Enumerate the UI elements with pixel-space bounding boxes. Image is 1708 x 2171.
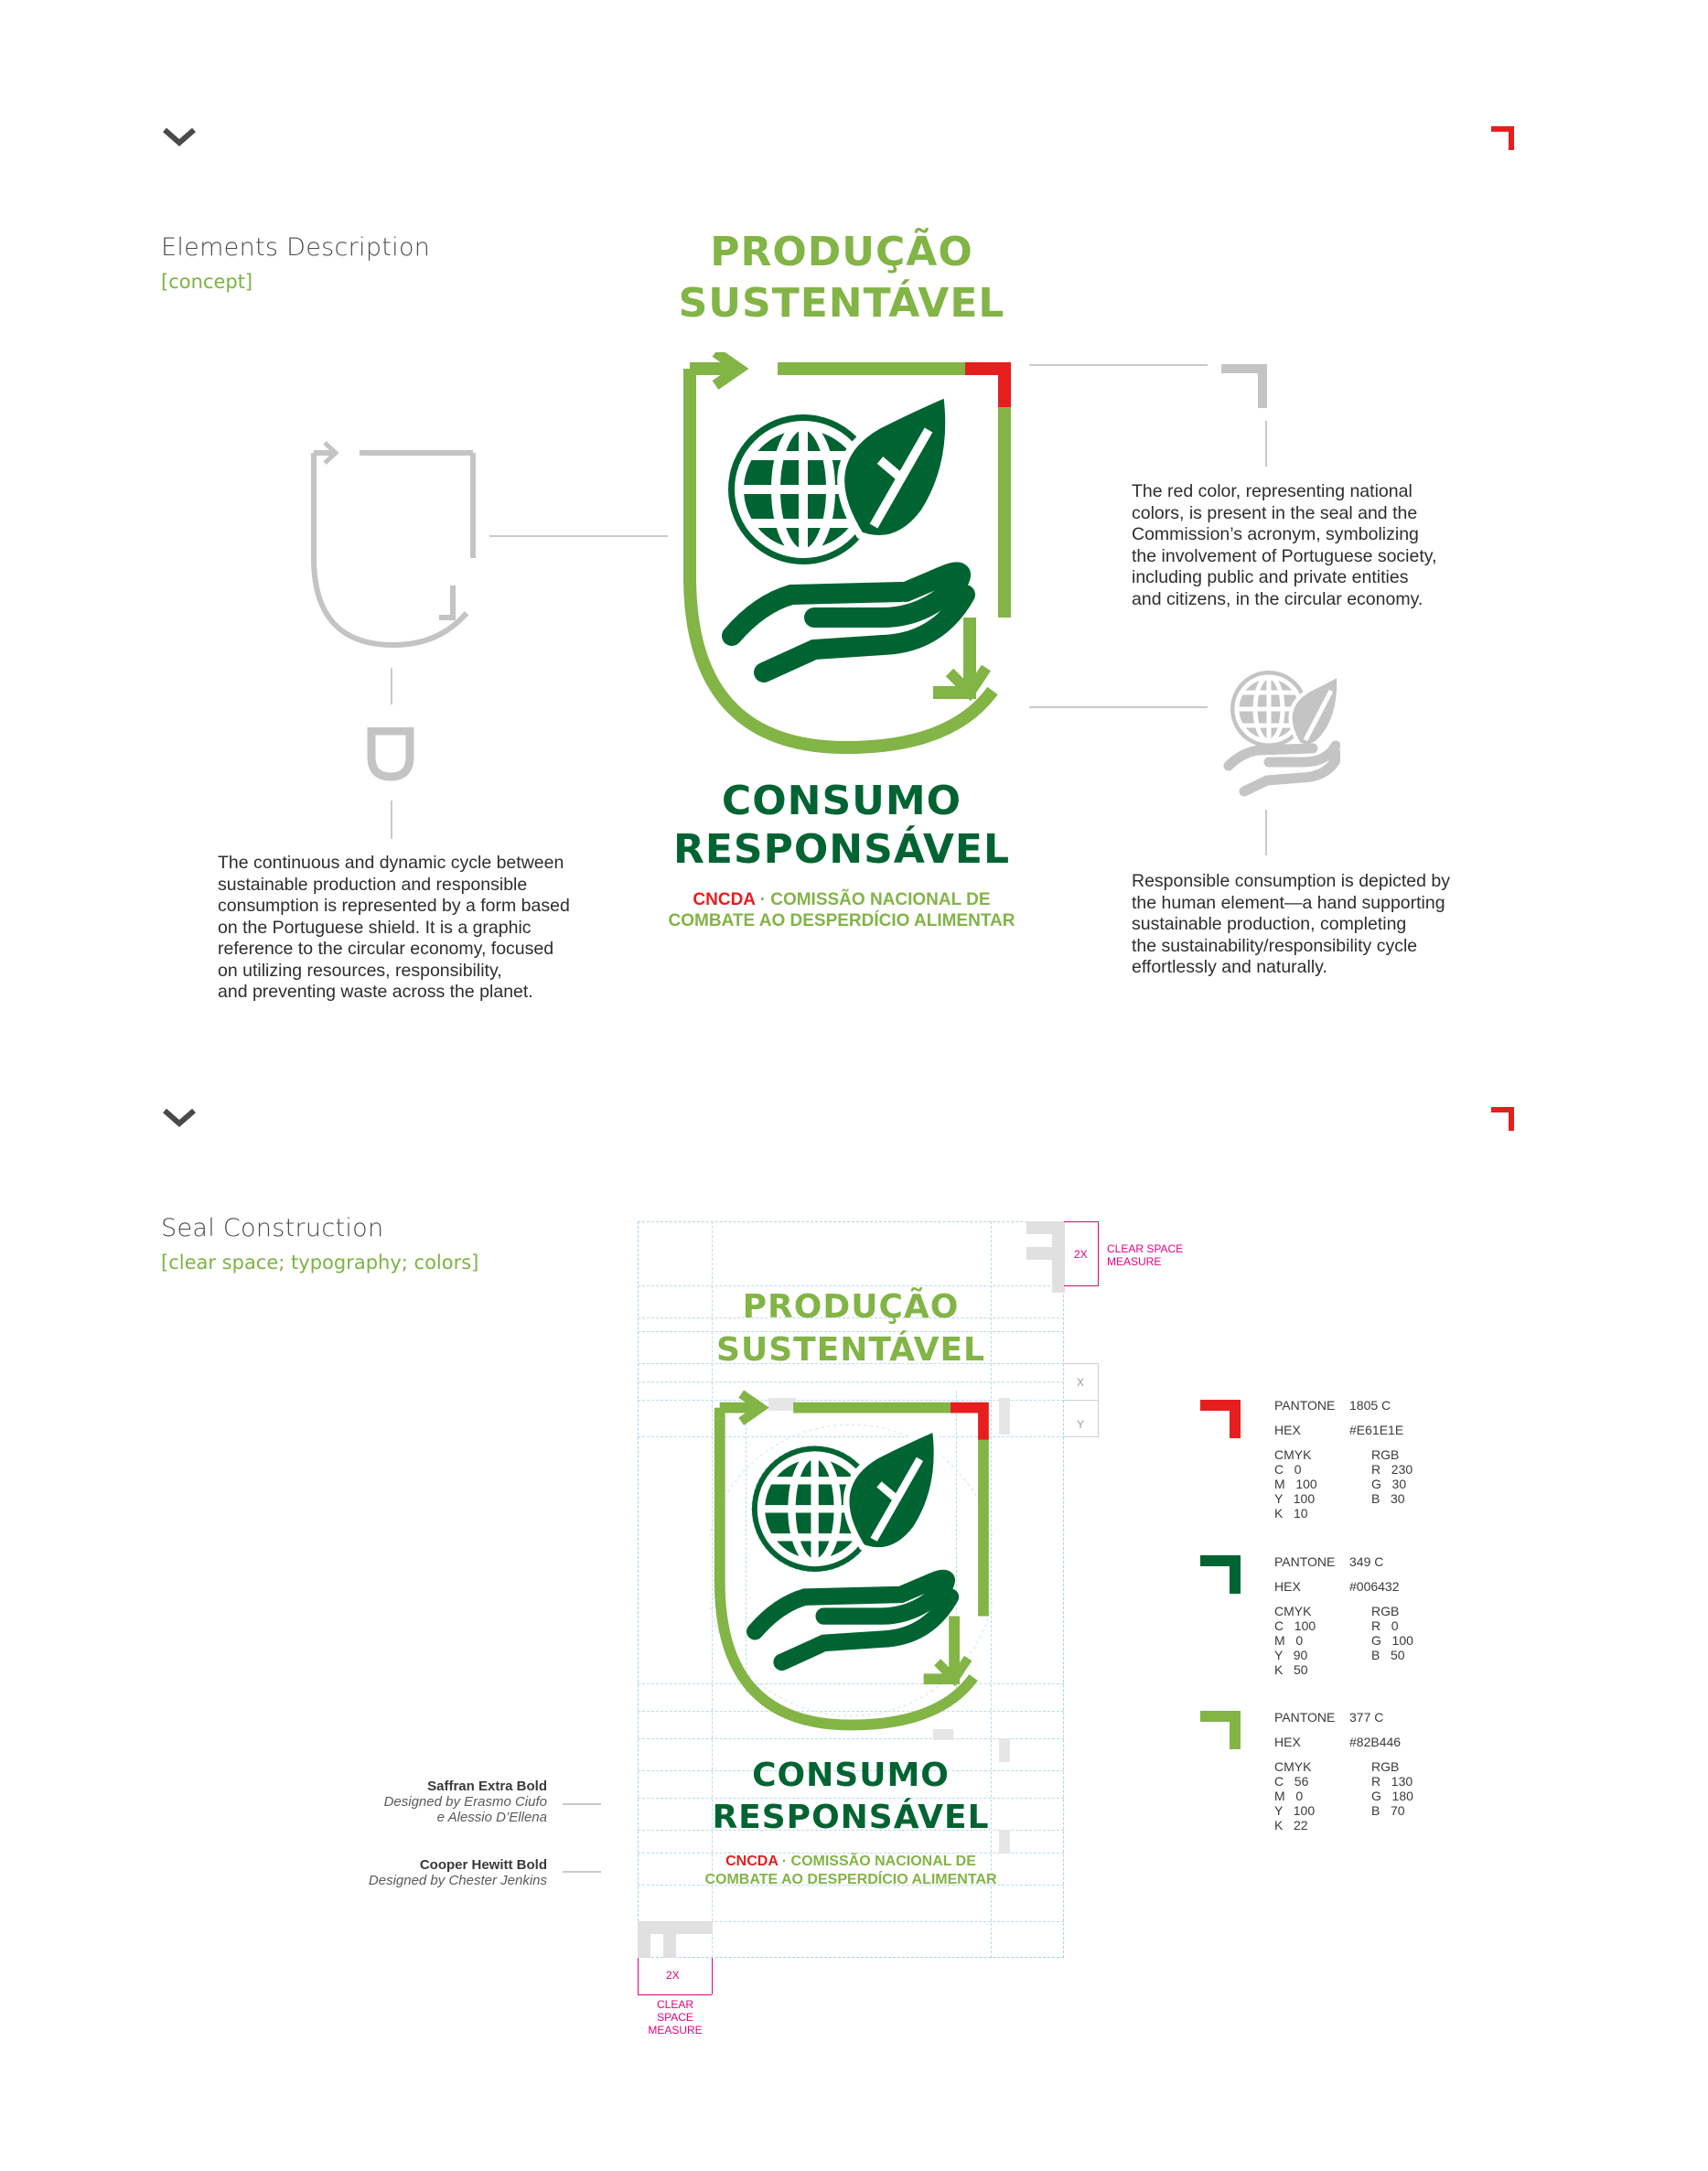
- color-spec-light-green: [1274, 1710, 1413, 1832]
- color-swatch-light-green-icon: [1200, 1711, 1241, 1749]
- shield-outline-icon: [306, 439, 480, 650]
- clear-space-label-line2: MEASURE: [648, 2024, 703, 2037]
- clear-space-factor-top: 2X: [1074, 1248, 1088, 1261]
- cmyk-c: C 100: [1274, 1618, 1316, 1633]
- cmyk-m: M 0: [1274, 1633, 1304, 1648]
- chevron-down-icon[interactable]: [161, 1105, 198, 1131]
- cmyk-label: CMYK: [1274, 1604, 1312, 1618]
- construction-seal-line1: PRODUÇÃO: [742, 1288, 960, 1326]
- color-spec-dark-green: [1274, 1554, 1413, 1677]
- measure-line: [712, 1958, 713, 1994]
- pantone-value: 349 C: [1349, 1554, 1384, 1569]
- globe-hand-grey-icon: [1221, 663, 1340, 805]
- clear-space-block-bottom: [638, 1921, 713, 1958]
- hex-value: #006432: [1349, 1579, 1400, 1594]
- clear-space-block-top: [1026, 1221, 1065, 1293]
- guide-block: [999, 1738, 1010, 1762]
- clear-space-label-top: [1107, 1242, 1183, 1268]
- section-subtitle-concept: [concept]: [161, 271, 253, 293]
- connector-line: [563, 1871, 601, 1873]
- seal-separator: ·: [759, 890, 766, 909]
- seal-title-line2: SUSTENTÁVEL: [678, 280, 1005, 327]
- connector-line: [391, 668, 392, 704]
- seal-subline-1: [659, 890, 1025, 910]
- rgb-b: B 70: [1371, 1803, 1405, 1818]
- hex-value: #E61E1E: [1349, 1423, 1404, 1437]
- connector-line: [1029, 364, 1208, 366]
- pantone-label: PANTONE: [1274, 1398, 1336, 1413]
- grey-corner-mark-icon: [1221, 364, 1269, 408]
- color-swatch-dark-green-icon: [1200, 1555, 1241, 1594]
- pantone-label: PANTONE: [1274, 1554, 1336, 1569]
- font-designer-line2: e Alessio D’Ellena: [436, 1810, 547, 1825]
- cmyk-y: Y 100: [1274, 1803, 1316, 1818]
- construction-seal-sub2: COMBATE AO DESPERDÍCIO ALIMENTAR: [704, 1872, 997, 1887]
- measure-line: [1064, 1436, 1099, 1437]
- shield-small-icon: [366, 727, 415, 782]
- seal-shield-emblem: [677, 352, 1015, 759]
- hex-label: HEX: [1274, 1735, 1301, 1749]
- font-name-saffran: Saffran Extra Bold: [427, 1779, 547, 1794]
- construction-seal-line2: SUSTENTÁVEL: [716, 1331, 985, 1369]
- section-title-construction: Seal Construction: [161, 1214, 384, 1242]
- construction-seal-emblem: [709, 1386, 993, 1743]
- connector-line: [1029, 706, 1208, 708]
- pantone-value: 377 C: [1349, 1710, 1384, 1725]
- rgb-b: B 30: [1371, 1491, 1405, 1506]
- description-shield: The continuous and dynamic cycle between sustainable production and responsible consumption is represented by a form based on the Portuguese shield. It is a graphic reference to the circular economy, focused on utilizing resources, responsibility, and preventing waste across the planet.: [218, 853, 570, 1002]
- measure-line: [1098, 1363, 1099, 1436]
- hex-label: HEX: [1274, 1423, 1301, 1437]
- red-corner-mark-icon: [1491, 1107, 1515, 1131]
- seal-title-line3: CONSUMO: [721, 778, 962, 824]
- clear-space-factor-bottom: 2X: [666, 1969, 680, 1982]
- cmyk-m: M 100: [1274, 1477, 1317, 1491]
- rgb-r: R 230: [1371, 1462, 1413, 1477]
- pantone-value: 1805 C: [1349, 1398, 1391, 1413]
- seal-sub1: COMISSÃO NACIONAL DE: [770, 890, 991, 909]
- y-measure-label: Y: [1077, 1418, 1085, 1431]
- measure-line: [1064, 1400, 1099, 1401]
- measure-line: [1098, 1221, 1099, 1285]
- measure-line: [1064, 1285, 1099, 1286]
- cmyk-y: Y 90: [1274, 1648, 1308, 1662]
- rgb-g: G 100: [1371, 1633, 1413, 1648]
- rgb-g: G 30: [1371, 1477, 1407, 1491]
- section-subtitle-construction: [clear space; typography; colors]: [161, 1252, 479, 1274]
- font-designer-line1: Designed by Erasmo Ciufo: [383, 1794, 547, 1810]
- connector-line: [489, 535, 668, 537]
- rgb-g: G 180: [1371, 1789, 1413, 1803]
- font-designer-cooper: Designed by Chester Jenkins: [368, 1873, 547, 1888]
- font-designer-saffran: [328, 1794, 547, 1825]
- measure-line: [638, 1994, 712, 1995]
- cmyk-k: K 10: [1274, 1506, 1308, 1521]
- construction-seal-acronym: CNCDA: [725, 1854, 779, 1869]
- clear-space-label-bottom: [638, 1998, 713, 2037]
- rgb-b: B 50: [1371, 1648, 1405, 1662]
- connector-line: [1265, 421, 1267, 467]
- hex-label: HEX: [1274, 1579, 1301, 1594]
- clear-space-label-line1: CLEAR SPACE: [656, 1998, 693, 2024]
- section-title-elements: Elements Description: [161, 233, 431, 262]
- construction-seal-subline-1: [697, 1854, 1004, 1870]
- cmyk-k: K 22: [1274, 1818, 1308, 1832]
- clear-space-label-line2: MEASURE: [1107, 1255, 1162, 1268]
- connector-line: [391, 801, 392, 839]
- guide-block: [999, 1830, 1010, 1854]
- hex-value: #82B446: [1349, 1735, 1402, 1749]
- description-hand: Responsible consumption is depicted by the human element—a hand supporting sustainable production, completing the sustainability/responsibility cycle effortlessly and naturally.: [1132, 871, 1450, 977]
- color-spec-red: [1274, 1398, 1413, 1521]
- seal-title-line4: RESPONSÁVEL: [672, 826, 1010, 873]
- rgb-r: R 130: [1371, 1774, 1413, 1789]
- clear-space-label-line1: CLEAR SPACE: [1107, 1242, 1184, 1255]
- cmyk-label: CMYK: [1274, 1447, 1312, 1462]
- connector-line: [563, 1803, 601, 1805]
- pantone-label: PANTONE: [1274, 1710, 1336, 1725]
- font-name-cooper: Cooper Hewitt Bold: [419, 1857, 547, 1873]
- construction-seal-line4: RESPONSÁVEL: [712, 1799, 990, 1836]
- cmyk-y: Y 100: [1274, 1491, 1316, 1506]
- red-corner-mark-icon: [1491, 126, 1515, 150]
- construction-seal-line3: CONSUMO: [752, 1757, 950, 1794]
- measure-line: [1064, 1221, 1099, 1222]
- measure-line: [1064, 1363, 1099, 1364]
- rgb-label: RGB: [1371, 1759, 1400, 1774]
- construction-seal-sub1: COMISSÃO NACIONAL DE: [790, 1854, 976, 1869]
- seal-title-line1: PRODUÇÃO: [710, 229, 973, 275]
- chevron-down-icon[interactable]: [161, 124, 198, 150]
- x-measure-label: X: [1077, 1376, 1085, 1389]
- description-red: The red color, representing national colors, is present in the seal and the Commission’s acronym, symbolizing the involvement of Portuguese society, including public and private entities and citizens, in the circular economy.: [1132, 481, 1437, 609]
- connector-line: [1265, 810, 1267, 855]
- rgb-label: RGB: [1371, 1447, 1400, 1462]
- rgb-label: RGB: [1371, 1604, 1400, 1618]
- construction-seal-separator: ·: [781, 1854, 788, 1869]
- rgb-r: R 0: [1371, 1618, 1399, 1633]
- seal-sub2: COMBATE AO DESPERDÍCIO ALIMENTAR: [668, 911, 1015, 930]
- grid-guide: [638, 1381, 1064, 1382]
- cmyk-c: C 0: [1274, 1462, 1302, 1477]
- color-swatch-red-icon: [1200, 1400, 1241, 1438]
- cmyk-k: K 50: [1274, 1662, 1308, 1677]
- guide-block: [999, 1398, 1010, 1435]
- cmyk-label: CMYK: [1274, 1759, 1312, 1774]
- grid-guide: [638, 1285, 1064, 1286]
- cmyk-c: C 56: [1274, 1774, 1309, 1789]
- cmyk-m: M 0: [1274, 1789, 1304, 1803]
- seal-acronym: CNCDA: [693, 890, 756, 909]
- measure-line: [638, 1958, 639, 1994]
